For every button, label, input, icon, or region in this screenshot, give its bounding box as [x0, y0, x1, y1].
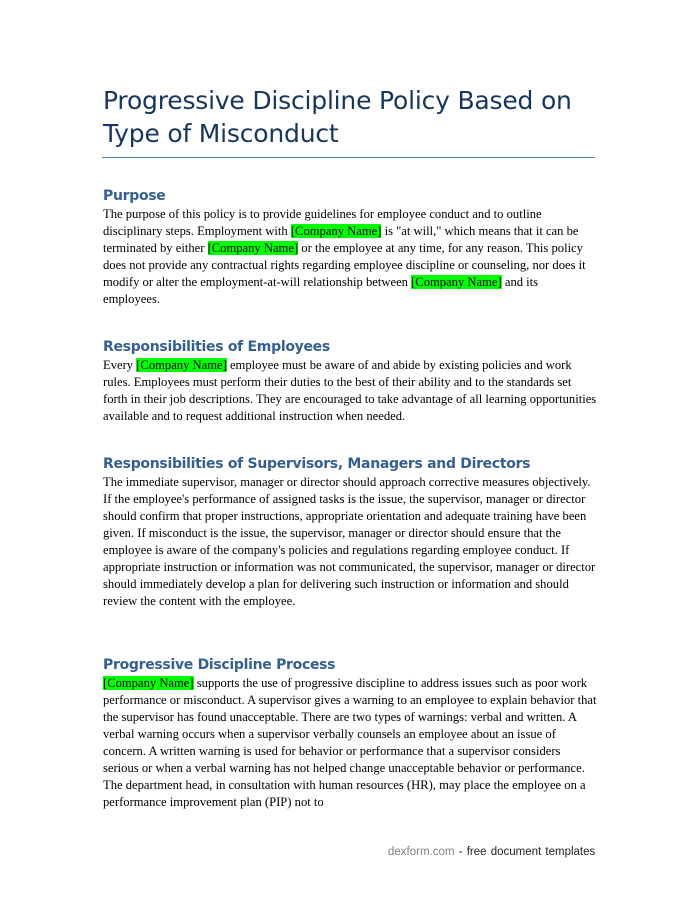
footer-tagline: - free document templates	[454, 846, 596, 858]
company-name-placeholder: [Company Name]	[136, 358, 227, 372]
process-paragraph: [Company Name] supports the use of progressive discipline to address issues such as poor work performance or misconduct. A supervisor gives a warning to an employee to explain behavior that the supervisor has found unacceptable. There are two types of warnings: verbal and written. A verbal warning occurs when a supervisor verbally counsels an employee about an issue of concern. A written warning is used for behavior or performance that a supervisor considers serious or when a verbal warning has not helped change unacceptable behavior or performance. The department head, in consultation with human resources (HR), may place the employee on a performance improvement plan (PIP) not to	[103, 676, 597, 809]
company-name-placeholder: [Company Name]	[411, 275, 502, 289]
title-divider	[102, 157, 595, 158]
heading-employees: Responsibilities of Employees	[103, 339, 330, 355]
company-name-placeholder: [Company Name]	[103, 676, 194, 690]
employees-paragraph: Every [Company Name] employee must be aware of and abide by existing policies and work rules. Employees must perform their duties to the best of their ability and to the standards set forth in their job descriptions. They are encouraged to take advantage of all learning opportunities available and to request additional instruction when needed.	[103, 358, 597, 423]
footer-brand-link[interactable]: dexform.com	[388, 846, 455, 858]
page-title: Progressive Discipline Policy Based on Type of Misconduct	[103, 86, 572, 148]
purpose-paragraph: The purpose of this policy is to provide guidelines for employee conduct and to outline disciplinary steps. Employment with [Company Name] is "at will," which means that it can be terminated by either [Company Name] or the employee at any time, for any reason. This policy does not provide any contractual rights regarding employee discipline or counseling, nor does it modify or alter the employment-at-will relationship between [Company Name] and its employees.	[103, 207, 586, 306]
heading-process: Progressive Discipline Process	[103, 657, 336, 673]
section-process	[103, 657, 598, 811]
section-employees	[103, 339, 598, 425]
footer	[388, 846, 595, 858]
heading-supervisors: Responsibilities of Supervisors, Managers and Directors	[103, 456, 531, 472]
heading-purpose: Purpose	[103, 188, 166, 204]
company-name-placeholder: [Company Name]	[290, 224, 382, 238]
section-supervisors	[103, 456, 598, 610]
supervisors-paragraph: The immediate supervisor, manager or director should approach corrective measures objectively. If the employee's performance of assigned tasks is the issue, the supervisor, manager or director should confirm that proper instructions, appropriate orientation and adequate training have been given. If misconduct is the issue, the supervisor, manager or director should ensure that the employee is aware of the company's policies and regulations regarding employee conduct. If appropriate instruction or information was not communicated, the supervisor, manager or director should immediately develop a plan for delivering such instruction or information and should review the content with the employee.	[103, 475, 596, 608]
company-name-placeholder: [Company Name]	[207, 241, 299, 255]
section-purpose	[103, 188, 598, 308]
